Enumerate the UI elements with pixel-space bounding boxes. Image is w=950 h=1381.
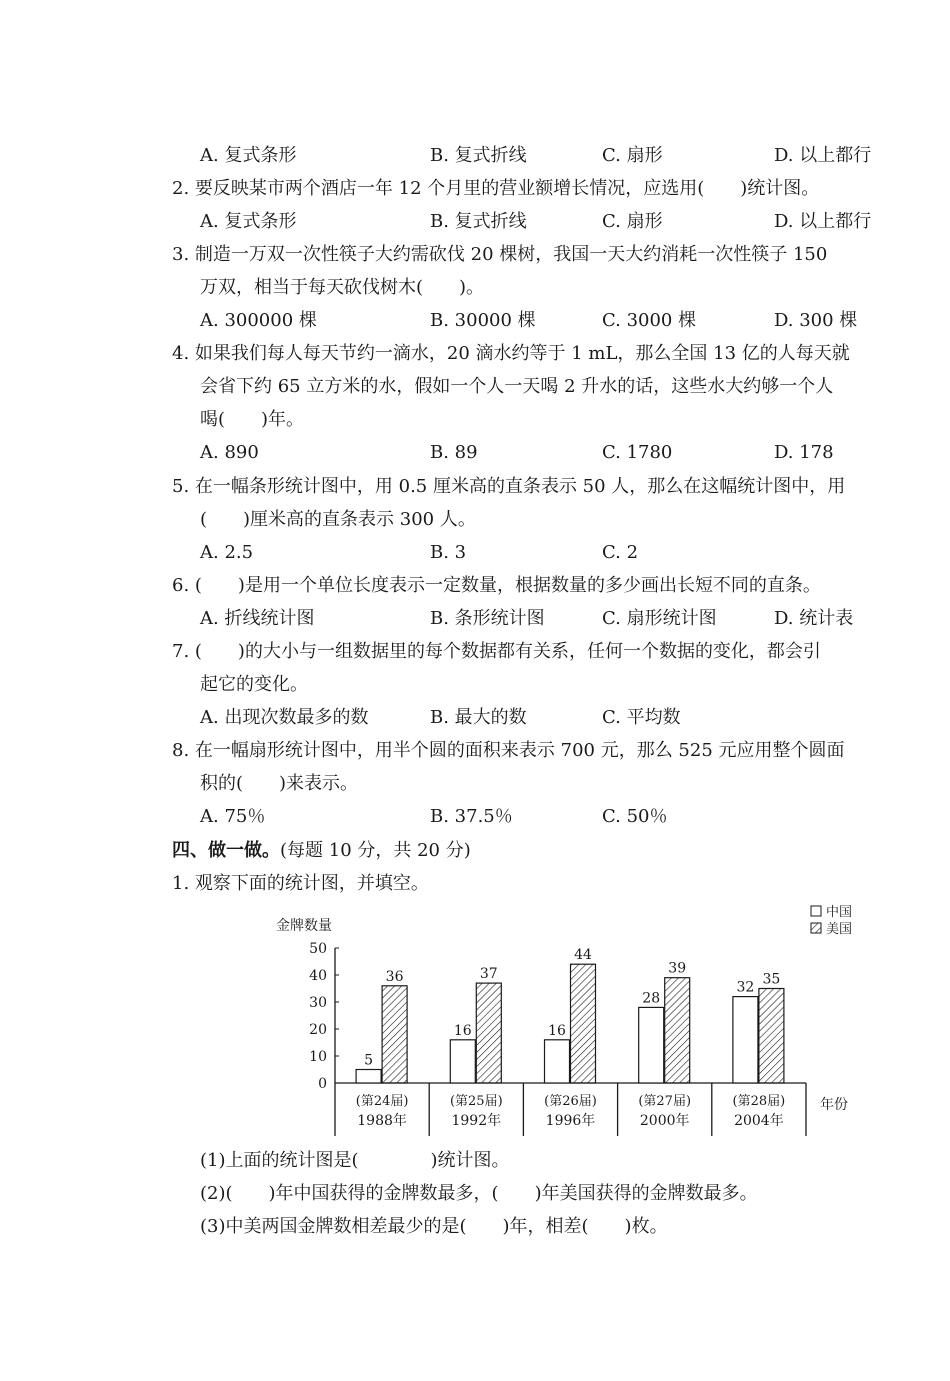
q3-option-d[interactable]: D. 300 棵 bbox=[774, 310, 858, 331]
data-label-usa: 44 bbox=[574, 947, 592, 964]
q5-option-a[interactable]: A. 2.5 bbox=[200, 542, 254, 563]
data-label-usa: 37 bbox=[479, 966, 498, 983]
y-tick-label: 10 bbox=[309, 1049, 327, 1065]
q6-option-c[interactable]: C. 扇形统计图 bbox=[602, 608, 717, 629]
bar-usa bbox=[382, 986, 407, 1083]
section-4-title: 四、做一做。 bbox=[172, 840, 280, 861]
q1-option-b[interactable]: B. 复式折线 bbox=[430, 145, 527, 166]
q4-option-a[interactable]: A. 890 bbox=[200, 442, 259, 463]
legend-label-usa: 美国 bbox=[826, 922, 853, 937]
bar-usa bbox=[665, 978, 690, 1083]
legend-swatch-usa bbox=[811, 923, 821, 933]
data-label-china: 32 bbox=[736, 979, 755, 996]
x-session-label: (第24届) bbox=[355, 1094, 409, 1109]
x-session-label: (第25届) bbox=[449, 1094, 503, 1109]
y-axis-label: 金牌数量 bbox=[276, 918, 332, 934]
bar-usa bbox=[571, 964, 596, 1083]
x-axis-label: 年份 bbox=[820, 1097, 848, 1113]
y-tick-label: 30 bbox=[309, 995, 327, 1011]
q8-option-a[interactable]: A. 75％ bbox=[200, 806, 266, 827]
x-category-label: 1992年 bbox=[451, 1113, 502, 1129]
bar-usa bbox=[759, 989, 784, 1084]
q5-option-b[interactable]: B. 3 bbox=[430, 542, 467, 563]
q8-line2: 积的( )来表示。 bbox=[200, 773, 359, 794]
y-tick-label: 40 bbox=[309, 968, 327, 984]
data-label-china: 16 bbox=[548, 1022, 566, 1039]
data-label-china: 16 bbox=[453, 1022, 472, 1039]
q4-line1: 4. 如果我们每人每天节约一滴水，20 滴水约等于 1 mL，那么全国 13 亿的人每天就 bbox=[172, 343, 850, 364]
q3-line2: 万双，相当于每天砍伐树木( )。 bbox=[200, 277, 485, 298]
x-session-label: (第26届) bbox=[544, 1094, 597, 1109]
q3-option-c[interactable]: C. 3000 棵 bbox=[602, 310, 697, 331]
q4-line3: 喝( )年。 bbox=[200, 409, 305, 430]
s4q1-sub3: (3)中美两国金牌数相差最少的是( )年，相差( )枚。 bbox=[200, 1216, 668, 1237]
q2-text: 2. 要反映某市两个酒店一年 12 个月里的营业额增长情况，应选用( )统计图。 bbox=[172, 178, 820, 199]
x-session-label: (第28届) bbox=[732, 1094, 786, 1109]
q1-option-c[interactable]: C. 扇形 bbox=[602, 145, 663, 166]
q7-option-c[interactable]: C. 平均数 bbox=[602, 707, 681, 728]
q8-option-b[interactable]: B. 37.5％ bbox=[430, 806, 513, 827]
q7-option-b[interactable]: B. 最大的数 bbox=[430, 707, 527, 728]
q3-option-b[interactable]: B. 30000 棵 bbox=[430, 310, 536, 331]
q4-option-b[interactable]: B. 89 bbox=[430, 442, 478, 463]
q1-option-d[interactable]: D. 以上都行 bbox=[774, 145, 872, 166]
data-label-china: 28 bbox=[642, 990, 661, 1007]
legend-label-china: 中国 bbox=[826, 905, 853, 920]
s4q1-sub2: (2)( )年中国获得的金牌数最多，( )年美国获得的金牌数最多。 bbox=[200, 1183, 758, 1204]
x-session-label: (第27届) bbox=[638, 1094, 692, 1109]
data-label-usa: 35 bbox=[762, 971, 781, 988]
q4-option-d[interactable]: D. 178 bbox=[774, 442, 834, 463]
q6-option-d[interactable]: D. 统计表 bbox=[774, 608, 854, 629]
data-label-usa: 39 bbox=[668, 960, 687, 977]
x-category-label: 2004年 bbox=[734, 1113, 784, 1129]
bar-china bbox=[733, 997, 758, 1083]
bar-china bbox=[450, 1040, 475, 1083]
s4q1-sub1: (1)上面的统计图是( )统计图。 bbox=[200, 1150, 510, 1171]
q2-option-d[interactable]: D. 以上都行 bbox=[774, 211, 872, 232]
q5-line1: 5. 在一幅条形统计图中，用 0.5 厘米高的直条表示 50 人，那么在这幅统计图中，用 bbox=[172, 476, 846, 497]
q2-option-b[interactable]: B. 复式折线 bbox=[430, 211, 527, 232]
bar-china bbox=[639, 1007, 664, 1083]
data-label-china: 5 bbox=[364, 1052, 374, 1069]
y-tick-label: 0 bbox=[318, 1076, 327, 1092]
bar-china bbox=[545, 1040, 570, 1083]
q4-line2: 会省下约 65 立方米的水，假如一个人一天喝 2 升水的话，这些水大约够一个人 bbox=[200, 376, 834, 397]
section-4-score: (每题 10 分，共 20 分) bbox=[280, 840, 471, 861]
data-label-usa: 36 bbox=[385, 968, 404, 985]
legend-swatch-china bbox=[811, 906, 821, 916]
q4-option-c[interactable]: C. 1780 bbox=[602, 442, 673, 463]
x-category-label: 1988年 bbox=[357, 1113, 407, 1129]
s4q1-text: 1. 观察下面的统计图，并填空。 bbox=[172, 873, 429, 894]
section-4-heading bbox=[172, 840, 471, 862]
q8-line1: 8. 在一幅扇形统计图中，用半个圆的面积来表示 700 元，那么 525 元应用整个圆面 bbox=[172, 740, 845, 761]
q8-option-c[interactable]: C. 50％ bbox=[602, 806, 668, 827]
bar-china bbox=[356, 1070, 381, 1084]
x-category-label: 2000年 bbox=[639, 1113, 690, 1129]
x-category-label: 1996年 bbox=[545, 1113, 596, 1129]
q2-option-a[interactable]: A. 复式条形 bbox=[200, 211, 297, 232]
q3-line1: 3. 制造一万双一次性筷子大约需砍伐 20 棵树，我国一天大约消耗一次性筷子 150 bbox=[172, 244, 828, 265]
q5-option-c[interactable]: C. 2 bbox=[602, 542, 639, 563]
gold-medal-bar-chart bbox=[268, 900, 868, 1140]
y-tick-label: 50 bbox=[309, 941, 327, 957]
q7-line2: 起它的变化。 bbox=[200, 674, 308, 695]
q7-line1: 7. ( )的大小与一组数据里的每个数据都有关系，任何一个数据的变化，都会引 bbox=[172, 641, 821, 662]
q7-option-a[interactable]: A. 出现次数最多的数 bbox=[200, 707, 369, 728]
q2-option-c[interactable]: C. 扇形 bbox=[602, 211, 663, 232]
q6-option-b[interactable]: B. 条形统计图 bbox=[430, 608, 545, 629]
y-tick-label: 20 bbox=[309, 1022, 327, 1038]
q6-text: 6. ( )是用一个单位长度表示一定数量，根据数量的多少画出长短不同的直条。 bbox=[172, 575, 821, 596]
q1-option-a[interactable]: A. 复式条形 bbox=[200, 145, 297, 166]
q6-option-a[interactable]: A. 折线统计图 bbox=[200, 608, 315, 629]
bar-usa bbox=[476, 983, 501, 1083]
q3-option-a[interactable]: A. 300000 棵 bbox=[200, 310, 317, 331]
q5-line2: ( )厘米高的直条表示 300 人。 bbox=[200, 509, 476, 530]
